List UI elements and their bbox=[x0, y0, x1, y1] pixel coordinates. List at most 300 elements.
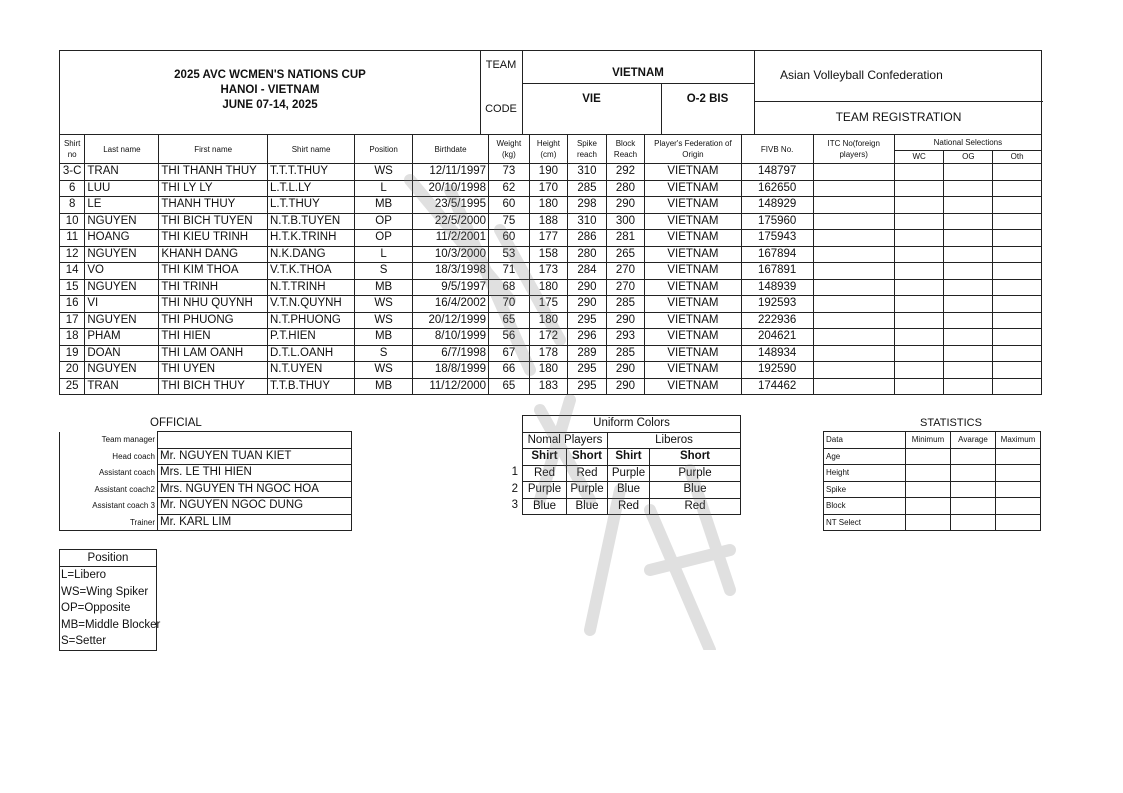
col-federation: Player's Federation of Origin bbox=[645, 135, 741, 164]
player-block-cell: 285 bbox=[606, 296, 645, 313]
player-last-cell: DOAN bbox=[85, 345, 159, 362]
player-fed-cell: VIETNAM bbox=[645, 279, 741, 296]
player-birth-cell: 11/2/2001 bbox=[412, 230, 488, 247]
player-wc-cell bbox=[894, 180, 944, 197]
player-pos-cell: S bbox=[355, 263, 413, 280]
uniform-color-cell: Blue bbox=[567, 498, 608, 515]
player-first-cell: THANH THUY bbox=[159, 197, 268, 214]
col-last-name: Last name bbox=[85, 135, 159, 164]
official-name bbox=[158, 432, 352, 449]
player-w-cell: 66 bbox=[489, 362, 530, 379]
official-table bbox=[59, 431, 352, 531]
player-h-cell: 178 bbox=[529, 345, 568, 362]
player-oth-cell bbox=[993, 362, 1042, 379]
player-last-cell: PHAM bbox=[85, 329, 159, 346]
player-fed-cell: VIETNAM bbox=[645, 230, 741, 247]
player-block-cell: 270 bbox=[606, 263, 645, 280]
player-birth-cell: 22/5/2000 bbox=[412, 213, 488, 230]
statistics-value-cell bbox=[996, 514, 1041, 531]
player-first-cell: THI LAM OANH bbox=[159, 345, 268, 362]
player-birth-cell: 8/10/1999 bbox=[412, 329, 488, 346]
statistics-row-label: Block bbox=[824, 498, 906, 515]
player-wc-cell bbox=[894, 213, 944, 230]
player-block-cell: 292 bbox=[606, 164, 645, 181]
player-oth-cell bbox=[993, 197, 1042, 214]
player-wc-cell bbox=[894, 246, 944, 263]
player-og-cell bbox=[944, 197, 993, 214]
uniform-color-cell: Red bbox=[608, 498, 650, 515]
official-row bbox=[60, 448, 352, 465]
player-wc-cell bbox=[894, 164, 944, 181]
player-og-cell bbox=[944, 164, 993, 181]
official-row bbox=[60, 514, 352, 531]
player-pos-cell: OP bbox=[355, 213, 413, 230]
player-wc-cell bbox=[894, 230, 944, 247]
player-shirt-label: Shirt bbox=[523, 449, 567, 466]
player-oth-cell bbox=[993, 230, 1042, 247]
event-title: 2025 AVC WCMEN'S NATIONS CUP bbox=[174, 69, 366, 81]
player-wc-cell bbox=[894, 279, 944, 296]
player-first-cell: THI HIEN bbox=[159, 329, 268, 346]
player-spike-cell: 310 bbox=[568, 164, 607, 181]
player-shirt-cell: T.T.T.THUY bbox=[267, 164, 354, 181]
player-spike-cell: 295 bbox=[568, 312, 607, 329]
player-birth-cell: 23/5/1995 bbox=[412, 197, 488, 214]
uniform-row-number: 1 bbox=[511, 466, 518, 478]
player-spike-cell: 290 bbox=[568, 296, 607, 313]
official-role-label: Trainer bbox=[129, 517, 155, 527]
team-code: VIE bbox=[582, 93, 601, 105]
position-legend-item: S=Setter bbox=[61, 635, 107, 647]
player-itc-cell bbox=[813, 329, 894, 346]
player-shirt-cell: H.T.K.TRINH bbox=[267, 230, 354, 247]
uniform-color-cell: Red bbox=[567, 465, 608, 482]
player-birth-cell: 11/12/2000 bbox=[412, 378, 488, 395]
player-oth-cell bbox=[993, 279, 1042, 296]
player-shirt-cell: N.T.UYEN bbox=[267, 362, 354, 379]
player-block-cell: 293 bbox=[606, 329, 645, 346]
player-pos-cell: MB bbox=[355, 329, 413, 346]
player-no-cell: 11 bbox=[60, 230, 85, 247]
player-fed-cell: VIETNAM bbox=[645, 246, 741, 263]
player-fed-cell: VIETNAM bbox=[645, 197, 741, 214]
position-legend bbox=[59, 549, 161, 651]
player-wc-cell bbox=[894, 296, 944, 313]
player-spike-cell: 284 bbox=[568, 263, 607, 280]
player-shirt-cell: L.T.L.LY bbox=[267, 180, 354, 197]
player-fivb-cell: 204621 bbox=[741, 329, 813, 346]
player-no-cell: 8 bbox=[60, 197, 85, 214]
player-fed-cell: VIETNAM bbox=[645, 329, 741, 346]
player-w-cell: 71 bbox=[489, 263, 530, 280]
player-last-cell: HOANG bbox=[85, 230, 159, 247]
uniform-color-cell: Purple bbox=[650, 465, 741, 482]
statistics-value-cell bbox=[906, 498, 951, 515]
player-spike-cell: 286 bbox=[568, 230, 607, 247]
player-og-cell bbox=[944, 180, 993, 197]
player-fivb-cell: 192593 bbox=[741, 296, 813, 313]
official-title: OFFICIAL bbox=[150, 417, 202, 429]
player-itc-cell bbox=[813, 378, 894, 395]
player-og-cell bbox=[944, 213, 993, 230]
player-shirt-cell: D.T.L.OANH bbox=[267, 345, 354, 362]
player-block-cell: 270 bbox=[606, 279, 645, 296]
player-birth-cell: 18/8/1999 bbox=[412, 362, 488, 379]
player-h-cell: 190 bbox=[529, 164, 568, 181]
statistics-value-cell bbox=[996, 448, 1041, 465]
player-fivb-cell: 167894 bbox=[741, 246, 813, 263]
player-last-cell: NGUYEN bbox=[85, 312, 159, 329]
statistics-title: STATISTICS bbox=[920, 417, 982, 429]
event-dates: JUNE 07-14, 2025 bbox=[222, 99, 318, 111]
player-fivb-cell: 192590 bbox=[741, 362, 813, 379]
player-first-cell: THI BICH TUYEN bbox=[159, 213, 268, 230]
player-w-cell: 60 bbox=[489, 197, 530, 214]
player-h-cell: 158 bbox=[529, 246, 568, 263]
official-name: Mr. NGUYEN TUAN KIET bbox=[158, 448, 352, 465]
player-oth-cell bbox=[993, 213, 1042, 230]
player-no-cell: 10 bbox=[60, 213, 85, 230]
statistics-row-label: Age bbox=[824, 448, 906, 465]
player-og-cell bbox=[944, 378, 993, 395]
player-w-cell: 60 bbox=[489, 230, 530, 247]
statistics-value-cell bbox=[951, 514, 996, 531]
position-legend-item: MB=Middle Blocker bbox=[61, 618, 161, 631]
player-fivb-cell: 148939 bbox=[741, 279, 813, 296]
statistics-row-label: Spike bbox=[824, 481, 906, 498]
player-h-cell: 180 bbox=[529, 362, 568, 379]
player-last-cell: NGUYEN bbox=[85, 246, 159, 263]
col-shirt-no: Shirt no bbox=[60, 135, 85, 164]
player-block-cell: 281 bbox=[606, 230, 645, 247]
uniform-color-cell: Blue bbox=[608, 482, 650, 499]
player-w-cell: 75 bbox=[489, 213, 530, 230]
official-role-label: Assistant coach2 bbox=[94, 484, 155, 494]
col-itc: ITC No(foreign players) bbox=[813, 135, 894, 164]
stamp-watermark-graphic bbox=[390, 170, 770, 650]
player-short-label: Short bbox=[567, 449, 608, 466]
player-itc-cell bbox=[813, 164, 894, 181]
header-block bbox=[59, 50, 1042, 135]
player-oth-cell bbox=[993, 263, 1042, 280]
player-no-cell: 18 bbox=[60, 329, 85, 346]
statistics-value-cell bbox=[906, 481, 951, 498]
player-fivb-cell: 148797 bbox=[741, 164, 813, 181]
player-first-cell: THI NHU QUYNH bbox=[159, 296, 268, 313]
player-spike-cell: 280 bbox=[568, 246, 607, 263]
statistics-value-cell bbox=[906, 514, 951, 531]
player-spike-cell: 310 bbox=[568, 213, 607, 230]
statistics-table bbox=[823, 431, 1041, 531]
col-first-name: First name bbox=[159, 135, 268, 164]
player-itc-cell bbox=[813, 296, 894, 313]
player-block-cell: 290 bbox=[606, 312, 645, 329]
player-first-cell: THI BICH THUY bbox=[159, 378, 268, 395]
player-itc-cell bbox=[813, 180, 894, 197]
player-first-cell: KHANH DANG bbox=[159, 246, 268, 263]
statistics-value-cell bbox=[996, 498, 1041, 515]
player-h-cell: 180 bbox=[529, 279, 568, 296]
libero-short-label: Short bbox=[650, 449, 741, 466]
official-role-label: Assistant coach 3 bbox=[92, 501, 155, 511]
player-block-cell: 290 bbox=[606, 362, 645, 379]
player-h-cell: 170 bbox=[529, 180, 568, 197]
player-h-cell: 173 bbox=[529, 263, 568, 280]
player-pos-cell: MB bbox=[355, 197, 413, 214]
normal-players-label: Nomal Players bbox=[523, 432, 608, 449]
player-shirt-cell: N.T.PHUONG bbox=[267, 312, 354, 329]
player-shirt-cell: L.T.THUY bbox=[267, 197, 354, 214]
player-itc-cell bbox=[813, 230, 894, 247]
player-h-cell: 180 bbox=[529, 312, 568, 329]
player-fivb-cell: 167891 bbox=[741, 263, 813, 280]
stats-max-header: Maximum bbox=[996, 432, 1041, 449]
player-itc-cell bbox=[813, 246, 894, 263]
player-last-cell: TRAN bbox=[85, 164, 159, 181]
player-last-cell: VO bbox=[85, 263, 159, 280]
player-first-cell: THI TRINH bbox=[159, 279, 268, 296]
uniform-color-cell: Red bbox=[523, 465, 567, 482]
player-oth-cell bbox=[993, 345, 1042, 362]
uniform-row-number: 2 bbox=[511, 482, 518, 495]
player-pos-cell: L bbox=[355, 180, 413, 197]
player-pos-cell: MB bbox=[355, 378, 413, 395]
player-fed-cell: VIETNAM bbox=[645, 345, 741, 362]
player-spike-cell: 285 bbox=[568, 180, 607, 197]
player-w-cell: 70 bbox=[489, 296, 530, 313]
player-w-cell: 68 bbox=[489, 279, 530, 296]
player-last-cell: VI bbox=[85, 296, 159, 313]
player-block-cell: 290 bbox=[606, 378, 645, 395]
form-title: TEAM REGISTRATION bbox=[835, 110, 962, 124]
statistics-row bbox=[824, 481, 1041, 498]
player-block-cell: 265 bbox=[606, 246, 645, 263]
player-birth-cell: 6/7/1998 bbox=[412, 345, 488, 362]
position-legend-item: WS=Wing Spiker bbox=[61, 585, 149, 598]
player-first-cell: THI UYEN bbox=[159, 362, 268, 379]
statistics-value-cell bbox=[996, 481, 1041, 498]
col-shirt-name: Shirt name bbox=[267, 135, 354, 164]
player-last-cell: TRAN bbox=[85, 378, 159, 395]
uniform-color-cell: Purple bbox=[567, 482, 608, 499]
player-last-cell: NGUYEN bbox=[85, 213, 159, 230]
player-oth-cell bbox=[993, 164, 1042, 181]
player-h-cell: 188 bbox=[529, 213, 568, 230]
official-row bbox=[60, 432, 352, 449]
player-fed-cell: VIETNAM bbox=[645, 213, 741, 230]
player-wc-cell bbox=[894, 197, 944, 214]
stats-avg-header: Avarage bbox=[951, 432, 996, 449]
player-pos-cell: MB bbox=[355, 279, 413, 296]
event-location: HANOI - VIETNAM bbox=[220, 84, 320, 96]
player-wc-cell bbox=[894, 378, 944, 395]
player-block-cell: 285 bbox=[606, 345, 645, 362]
player-itc-cell bbox=[813, 362, 894, 379]
col-fivb: FIVB No. bbox=[741, 135, 813, 164]
player-wc-cell bbox=[894, 362, 944, 379]
player-block-cell: 300 bbox=[606, 213, 645, 230]
official-role-label: Head coach bbox=[112, 451, 155, 461]
player-spike-cell: 298 bbox=[568, 197, 607, 214]
player-no-cell: 14 bbox=[60, 263, 85, 280]
col-oth: Oth bbox=[993, 150, 1042, 163]
player-og-cell bbox=[944, 312, 993, 329]
player-fivb-cell: 175960 bbox=[741, 213, 813, 230]
uniform-title: Uniform Colors bbox=[523, 416, 741, 433]
col-height: Height (cm) bbox=[529, 135, 568, 164]
player-og-cell bbox=[944, 329, 993, 346]
player-oth-cell bbox=[993, 296, 1042, 313]
player-itc-cell bbox=[813, 263, 894, 280]
uniform-color-cell: Purple bbox=[523, 482, 567, 499]
player-spike-cell: 290 bbox=[568, 279, 607, 296]
player-itc-cell bbox=[813, 312, 894, 329]
player-shirt-cell: V.T.N.QUYNH bbox=[267, 296, 354, 313]
official-role-label: Assistant coach bbox=[98, 468, 155, 478]
stats-min-header: Minimum bbox=[906, 432, 951, 449]
player-fivb-cell: 174462 bbox=[741, 378, 813, 395]
player-spike-cell: 295 bbox=[568, 362, 607, 379]
uniform-color-cell: Purple bbox=[608, 465, 650, 482]
player-no-cell: 15 bbox=[60, 279, 85, 296]
statistics-value-cell bbox=[951, 465, 996, 482]
player-w-cell: 53 bbox=[489, 246, 530, 263]
libero-shirt-label: Shirt bbox=[608, 449, 650, 466]
player-w-cell: 65 bbox=[489, 312, 530, 329]
col-spike: Spike reach bbox=[568, 135, 607, 164]
position-legend-item: OP=Opposite bbox=[61, 602, 131, 614]
player-w-cell: 56 bbox=[489, 329, 530, 346]
player-og-cell bbox=[944, 230, 993, 247]
player-w-cell: 62 bbox=[489, 180, 530, 197]
player-last-cell: NGUYEN bbox=[85, 362, 159, 379]
player-shirt-cell: N.K.DANG bbox=[267, 246, 354, 263]
player-first-cell: THI KIM THOA bbox=[159, 263, 268, 280]
statistics-value-cell bbox=[951, 448, 996, 465]
player-pos-cell: OP bbox=[355, 230, 413, 247]
player-block-cell: 280 bbox=[606, 180, 645, 197]
player-fivb-cell: 222936 bbox=[741, 312, 813, 329]
player-first-cell: THI LY LY bbox=[159, 180, 268, 197]
statistics-row-label: Height bbox=[824, 465, 906, 482]
player-shirt-cell: T.T.B.THUY bbox=[267, 378, 354, 395]
player-itc-cell bbox=[813, 279, 894, 296]
player-fed-cell: VIETNAM bbox=[645, 378, 741, 395]
player-last-cell: LUU bbox=[85, 180, 159, 197]
player-no-cell: 19 bbox=[60, 345, 85, 362]
player-itc-cell bbox=[813, 197, 894, 214]
official-role-label: Team manager bbox=[101, 435, 155, 445]
player-wc-cell bbox=[894, 329, 944, 346]
group-code: O-2 BIS bbox=[686, 93, 729, 105]
uniform-row-number: 3 bbox=[511, 499, 518, 512]
statistics-value-cell bbox=[906, 465, 951, 482]
player-oth-cell bbox=[993, 180, 1042, 197]
player-shirt-cell: V.T.K.THOA bbox=[267, 263, 354, 280]
confederation-name: Asian Volleyball Confederation bbox=[780, 68, 943, 82]
player-h-cell: 180 bbox=[529, 197, 568, 214]
player-fivb-cell: 148929 bbox=[741, 197, 813, 214]
player-w-cell: 65 bbox=[489, 378, 530, 395]
official-name: Mrs. NGUYEN TH NGOC HOA bbox=[158, 481, 352, 498]
player-oth-cell bbox=[993, 329, 1042, 346]
player-itc-cell bbox=[813, 213, 894, 230]
official-name: Mr. KARL LIM bbox=[158, 514, 352, 531]
player-fivb-cell: 162650 bbox=[741, 180, 813, 197]
official-row bbox=[60, 465, 352, 482]
col-position: Position bbox=[355, 135, 413, 164]
player-spike-cell: 296 bbox=[568, 329, 607, 346]
player-og-cell bbox=[944, 263, 993, 280]
official-row bbox=[60, 498, 352, 515]
position-legend-item: L=Libero bbox=[61, 569, 107, 581]
player-last-cell: NGUYEN bbox=[85, 279, 159, 296]
player-og-cell bbox=[944, 345, 993, 362]
player-birth-cell: 18/3/1998 bbox=[412, 263, 488, 280]
col-weight: Weight (kg) bbox=[489, 135, 530, 164]
col-national-selections: National Selections bbox=[894, 135, 1041, 151]
stats-data-header: Data bbox=[824, 432, 906, 449]
player-h-cell: 177 bbox=[529, 230, 568, 247]
player-og-cell bbox=[944, 296, 993, 313]
player-last-cell: LE bbox=[85, 197, 159, 214]
player-birth-cell: 10/3/2000 bbox=[412, 246, 488, 263]
statistics-row bbox=[824, 514, 1041, 531]
team-name: VIETNAM bbox=[612, 67, 664, 79]
player-oth-cell bbox=[993, 378, 1042, 395]
statistics-value-cell bbox=[951, 481, 996, 498]
official-row bbox=[60, 481, 352, 498]
position-legend-title: Position bbox=[60, 550, 156, 567]
player-shirt-cell: N.T.B.TUYEN bbox=[267, 213, 354, 230]
player-fed-cell: VIETNAM bbox=[645, 296, 741, 313]
col-birthdate: Birthdate bbox=[412, 135, 488, 164]
statistics-row bbox=[824, 448, 1041, 465]
player-pos-cell: L bbox=[355, 246, 413, 263]
player-pos-cell: WS bbox=[355, 312, 413, 329]
statistics-value-cell bbox=[996, 465, 1041, 482]
player-oth-cell bbox=[993, 246, 1042, 263]
team-label: TEAM bbox=[485, 59, 517, 71]
uniform-color-cell: Red bbox=[650, 498, 741, 515]
player-fivb-cell: 148934 bbox=[741, 345, 813, 362]
player-pos-cell: WS bbox=[355, 362, 413, 379]
player-pos-cell: S bbox=[355, 345, 413, 362]
player-wc-cell bbox=[894, 312, 944, 329]
player-wc-cell bbox=[894, 263, 944, 280]
player-h-cell: 183 bbox=[529, 378, 568, 395]
player-no-cell: 12 bbox=[60, 246, 85, 263]
player-birth-cell: 20/12/1999 bbox=[412, 312, 488, 329]
col-og: OG bbox=[944, 150, 993, 163]
player-shirt-cell: P.T.HIEN bbox=[267, 329, 354, 346]
player-block-cell: 290 bbox=[606, 197, 645, 214]
player-fed-cell: VIETNAM bbox=[645, 263, 741, 280]
player-wc-cell bbox=[894, 345, 944, 362]
player-oth-cell bbox=[993, 312, 1042, 329]
player-birth-cell: 9/5/1997 bbox=[412, 279, 488, 296]
statistics-row-label: NT Select bbox=[824, 514, 906, 531]
player-first-cell: THI PHUONG bbox=[159, 312, 268, 329]
statistics-row bbox=[824, 465, 1041, 482]
player-h-cell: 175 bbox=[529, 296, 568, 313]
statistics-value-cell bbox=[951, 498, 996, 515]
player-no-cell: 17 bbox=[60, 312, 85, 329]
player-fed-cell: VIETNAM bbox=[645, 312, 741, 329]
player-fed-cell: VIETNAM bbox=[645, 180, 741, 197]
player-h-cell: 172 bbox=[529, 329, 568, 346]
code-label: CODE bbox=[485, 103, 517, 115]
